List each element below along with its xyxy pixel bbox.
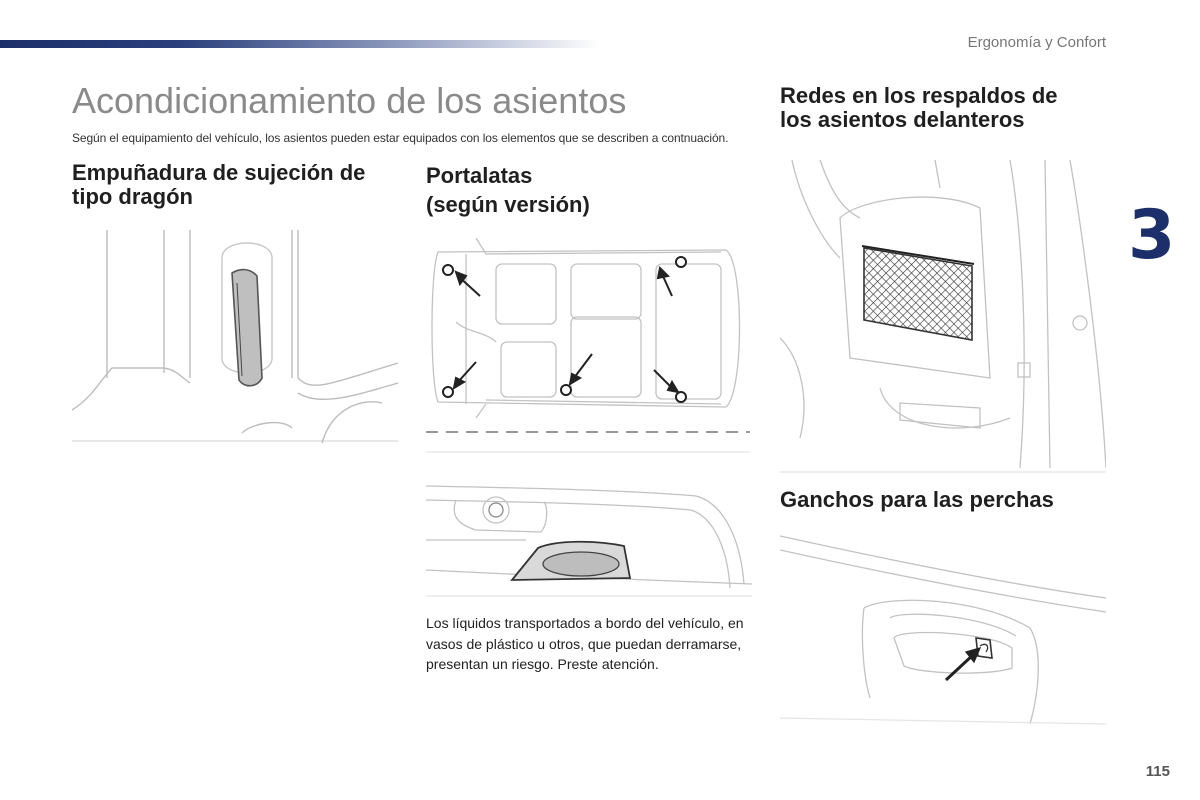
grab-handle-heading-line1: Empuñadura de sujeción de [72,160,366,185]
seat-nets-heading-line1: Redes en los respaldos de [780,83,1058,108]
coat-hook-illustration [780,528,1106,726]
van-top-view-illustration [426,232,750,456]
chapter-number: 3 [1128,196,1176,275]
can-holder-closeup-illustration [426,484,752,604]
section-label: Ergonomía y Confort [967,34,1106,51]
grab-handle-heading [72,161,365,209]
can-holders-heading-line2: (según versión) [426,192,590,217]
can-holders-warning-note: Los líquidos transportados a bordo del vehículo, en vasos de plástico u otros, que puedan derramarse, presentan un riesgo. Preste atención. [426,615,744,672]
can-holders-heading [426,161,590,219]
grab-handle-heading-line2: tipo dragón [72,184,193,209]
grab-handle-illustration [72,228,398,448]
seat-back-net-illustration [780,158,1106,476]
seat-nets-heading [780,84,1058,132]
header-gradient-bar [0,40,600,48]
page-number: 115 [1145,763,1170,780]
can-holders-heading-line1: Portalatas [426,163,533,188]
intro-text: Según el equipamiento del vehículo, los asientos pueden estar equipados con los elementos que se describen a contnuación. [72,131,729,145]
coat-hooks-heading: Ganchos para las perchas [780,487,1054,512]
page-title: Acondicionamiento de los asientos [72,80,627,121]
seat-nets-heading-line2: los asientos delanteros [780,107,1025,132]
